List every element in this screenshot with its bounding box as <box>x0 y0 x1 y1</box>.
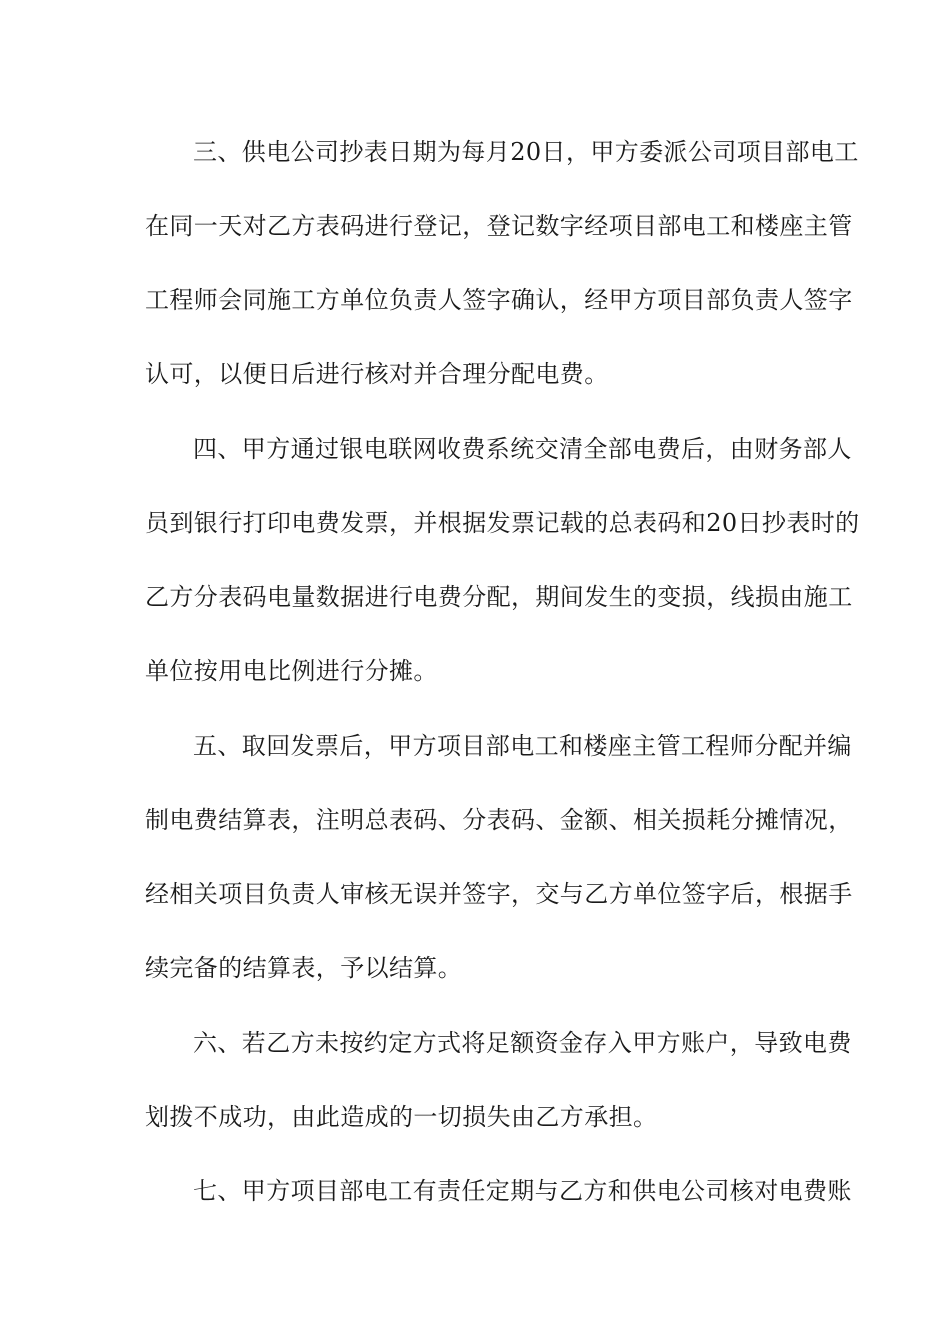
paragraph-3-line-3: 工程师会同施工方单位负责人签字确认，经甲方项目部负责人签字 <box>145 286 853 314</box>
paragraph-4-line-4: 单位按用电比例进行分摊。 <box>145 657 438 685</box>
paragraph-5-line-4: 续完备的结算表，予以结算。 <box>145 954 463 982</box>
paragraph-4-line-2: 员到银行打印电费发票，并根据发票记载的总表码和20日抄表时的 <box>145 509 860 537</box>
paragraph-6-line-1: 六、若乙方未按约定方式将足额资金存入甲方账户，导致电费 <box>193 1029 852 1057</box>
paragraph-6-line-2: 划拨不成功，由此造成的一切损失由乙方承担。 <box>145 1103 658 1131</box>
paragraph-7-line-1: 七、甲方项目部电工有责任定期与乙方和供电公司核对电费账 <box>193 1177 852 1205</box>
paragraph-3-line-4: 认可，以便日后进行核对并合理分配电费。 <box>145 360 609 388</box>
paragraph-5-line-1: 五、取回发票后，甲方项目部电工和楼座主管工程师分配并编 <box>193 732 852 760</box>
paragraph-5-line-3: 经相关项目负责人审核无误并签字，交与乙方单位签字后，根据手 <box>145 880 853 908</box>
paragraph-3-line-2: 在同一天对乙方表码进行登记，登记数字经项目部电工和楼座主管 <box>145 212 853 240</box>
paragraph-3-line-1: 三、供电公司抄表日期为每月20日，甲方委派公司项目部电工 <box>193 138 859 166</box>
paragraph-4-line-3: 乙方分表码电量数据进行电费分配，期间发生的变损，线损由施工 <box>145 583 853 611</box>
paragraph-4-line-1: 四、甲方通过银电联网收费系统交清全部电费后，由财务部人 <box>193 435 852 463</box>
paragraph-5-line-2: 制电费结算表，注明总表码、分表码、金额、相关损耗分摊情况， <box>145 806 853 834</box>
